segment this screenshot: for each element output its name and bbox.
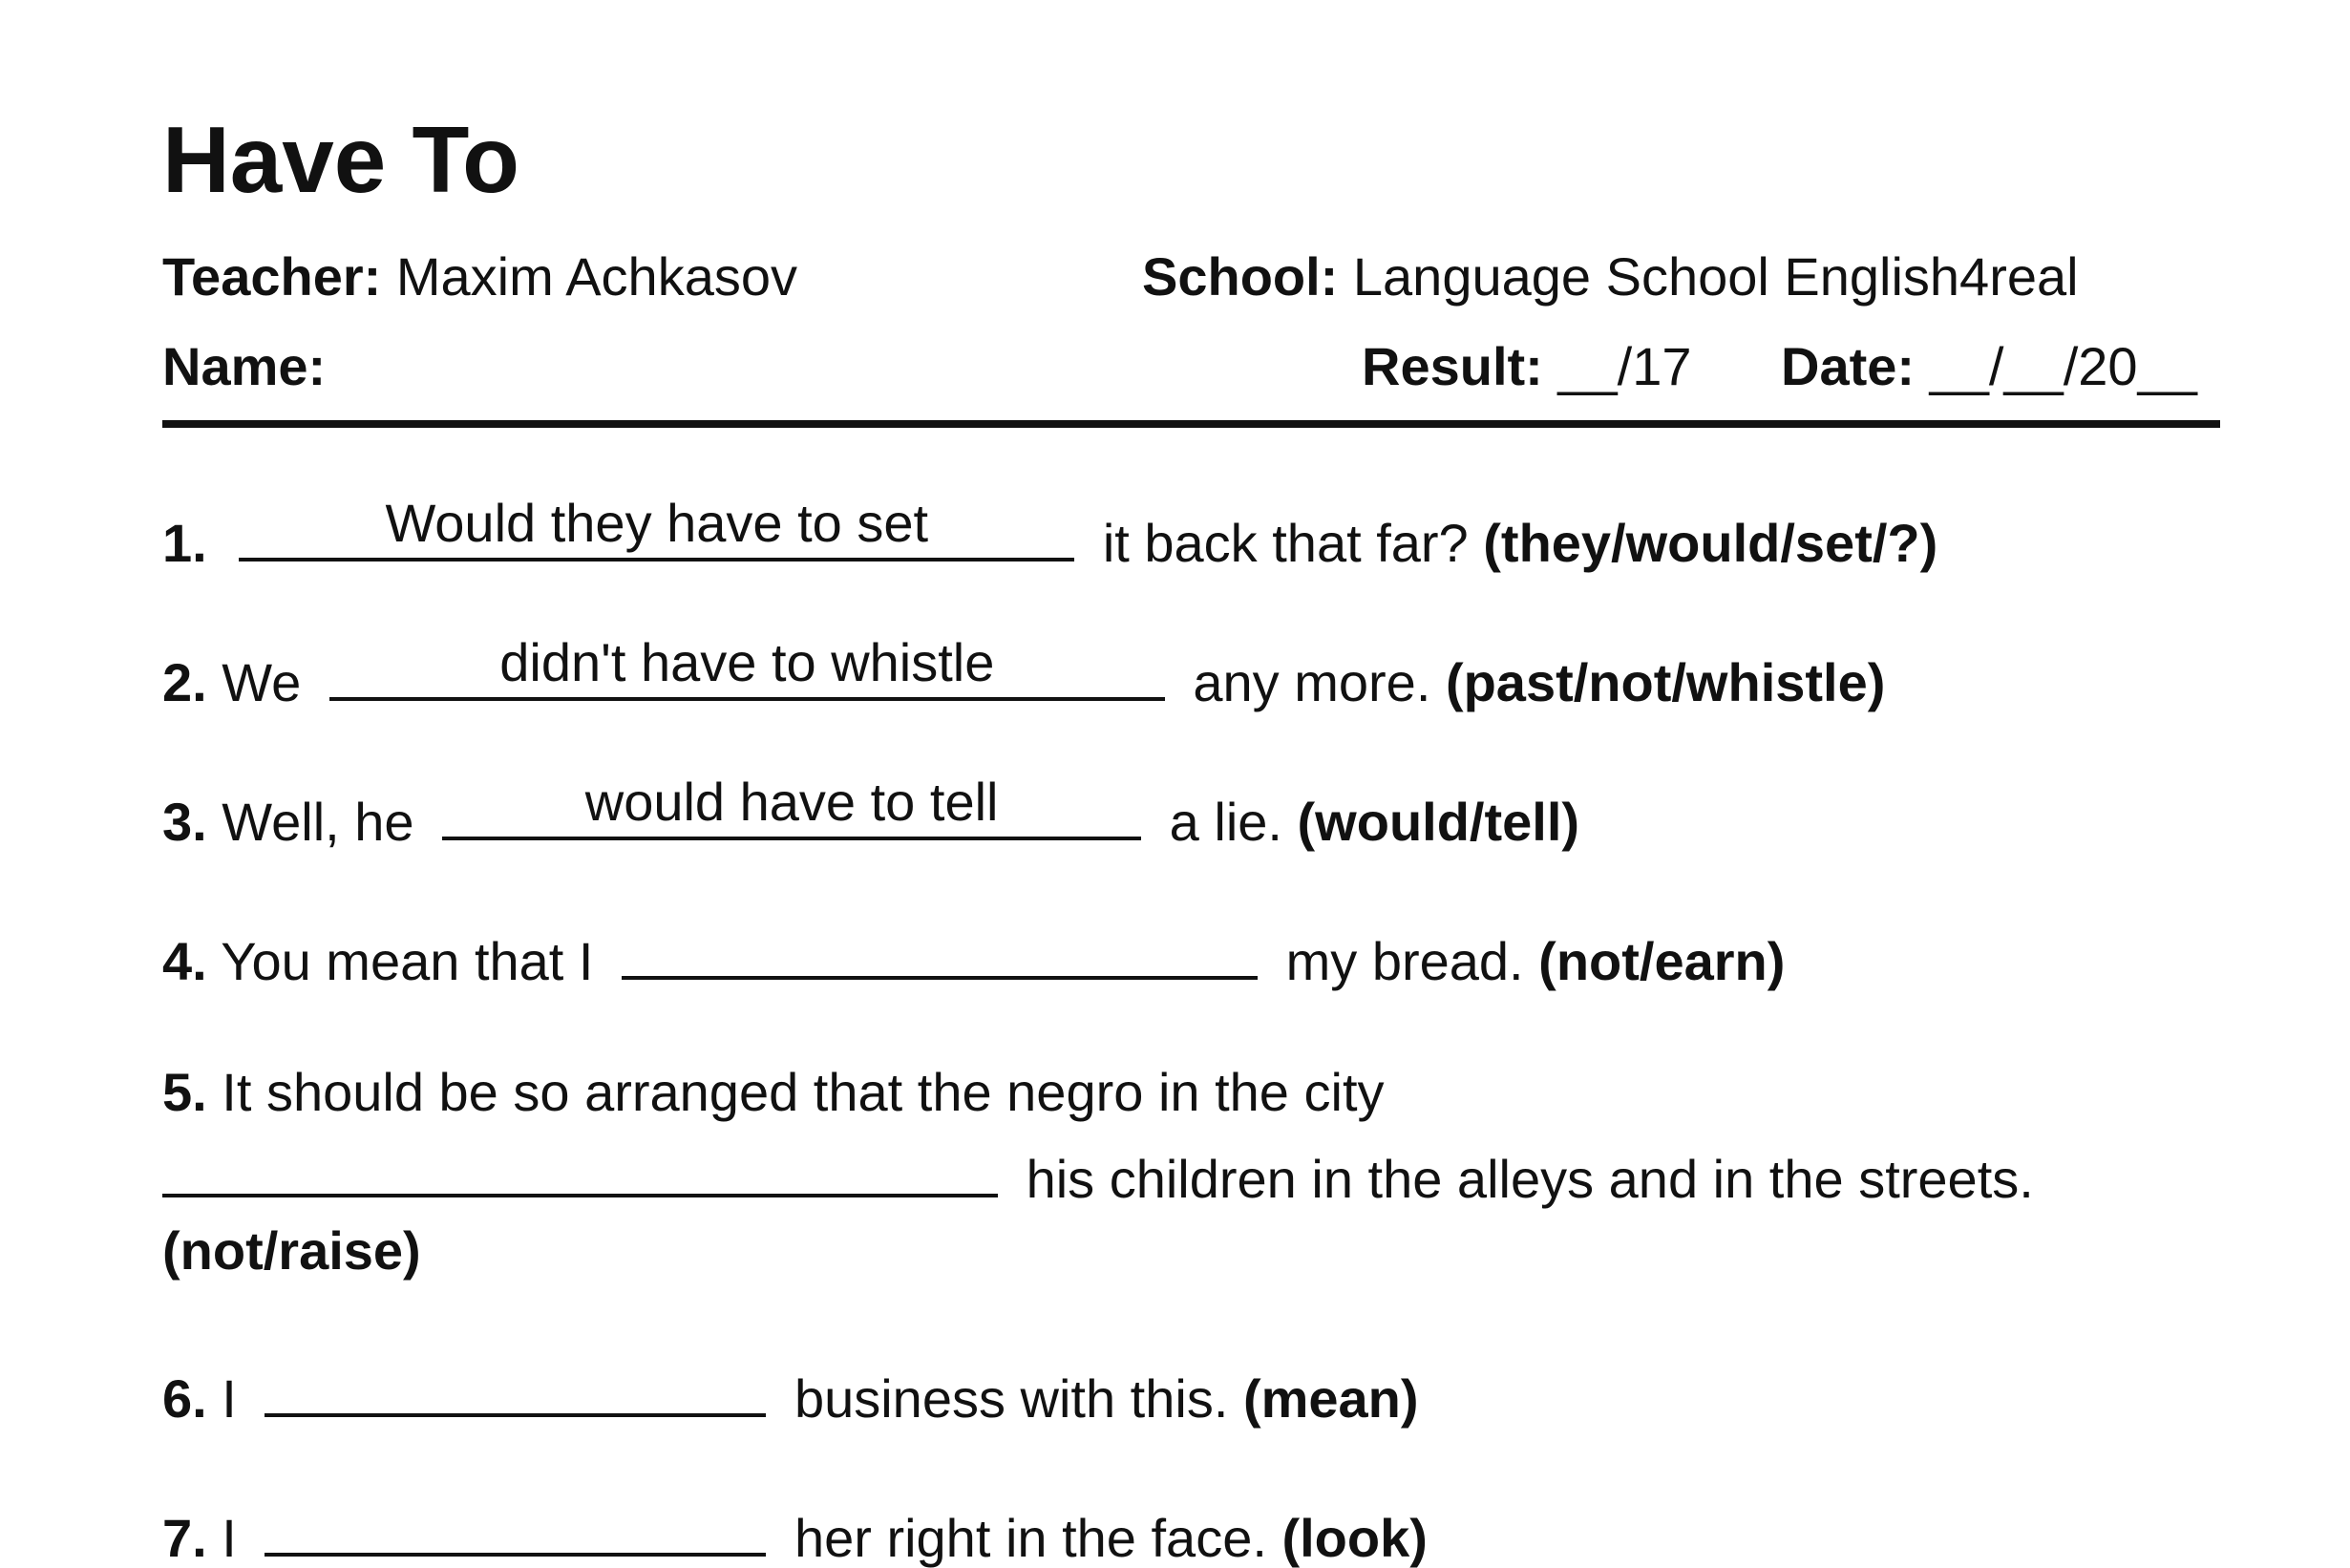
question-hint: (mean)	[1242, 1368, 1419, 1429]
teacher-line	[162, 246, 797, 307]
question-text: his children in the alleys and in the streets.	[1026, 1149, 2034, 1209]
date-value: __/__/20__	[1929, 336, 2197, 396]
question-text: her right in the face.	[794, 1508, 1267, 1568]
question-text: We	[222, 652, 302, 712]
question-hint: (not/earn)	[1538, 931, 1786, 991]
question-1	[162, 493, 1938, 573]
worksheet-title: Have To	[162, 107, 519, 212]
question-hint: (they/would/set/?)	[1483, 513, 1938, 573]
question-hint: (not/raise)	[162, 1220, 421, 1281]
question-3	[162, 772, 1580, 852]
name-label: Name:	[162, 336, 327, 396]
answer-blank[interactable]	[265, 1364, 766, 1417]
answer-blank[interactable]	[162, 1144, 998, 1197]
answer-blank[interactable]	[442, 772, 1141, 840]
question-hint: (would/tell)	[1297, 792, 1580, 852]
question-2	[162, 632, 1886, 712]
date-line	[1781, 336, 2197, 396]
question-text: Well, he	[222, 792, 414, 852]
question-text: it back that far?	[1102, 513, 1469, 573]
teacher-label: Teacher:	[162, 246, 382, 307]
answer-blank[interactable]	[265, 1503, 766, 1557]
answer-text: Would they have to set	[385, 493, 929, 553]
question-6	[162, 1364, 1419, 1429]
answer-text: would have to tell	[584, 772, 999, 832]
question-text: business with this.	[794, 1368, 1229, 1429]
question-number: 7.	[162, 1508, 207, 1568]
answer-blank[interactable]	[239, 493, 1074, 562]
answer-blank[interactable]	[329, 632, 1165, 701]
question-text: I	[222, 1368, 237, 1429]
question-4	[162, 926, 1786, 991]
answer-blank[interactable]	[622, 926, 1258, 980]
question-text: a lie.	[1169, 792, 1282, 852]
result-value: __/17	[1557, 336, 1692, 396]
name-line	[162, 336, 327, 396]
question-hint: (past/not/whistle)	[1445, 652, 1886, 712]
teacher-name: Maxim Achkasov	[395, 246, 797, 307]
question-number: 3.	[162, 792, 207, 852]
question-5-line-3	[162, 1220, 421, 1281]
school-name: Language School English4real	[1352, 246, 2079, 307]
question-5-line-1	[162, 1062, 1385, 1122]
question-7	[162, 1503, 1428, 1568]
result-label: Result:	[1362, 336, 1543, 396]
question-number: 1.	[162, 513, 207, 573]
header-divider	[162, 420, 2220, 428]
school-line	[1142, 246, 2079, 307]
worksheet	[162, 0, 2225, 1568]
question-text: It should be so arranged that the negro in the city	[222, 1062, 1385, 1122]
school-label: School:	[1142, 246, 1339, 307]
question-text: any more.	[1193, 652, 1431, 712]
result-line	[1362, 336, 1692, 396]
date-label: Date:	[1781, 336, 1916, 396]
question-text: I	[222, 1508, 237, 1568]
question-number: 6.	[162, 1368, 207, 1429]
answer-text: didn't have to whistle	[499, 632, 995, 692]
question-text: my bread.	[1285, 931, 1524, 991]
question-5-line-2	[162, 1144, 2034, 1209]
question-number: 2.	[162, 652, 207, 712]
question-number: 4.	[162, 931, 207, 991]
question-text: You mean that I	[221, 931, 594, 991]
question-hint: (look)	[1281, 1508, 1428, 1568]
question-number: 5.	[162, 1062, 207, 1122]
